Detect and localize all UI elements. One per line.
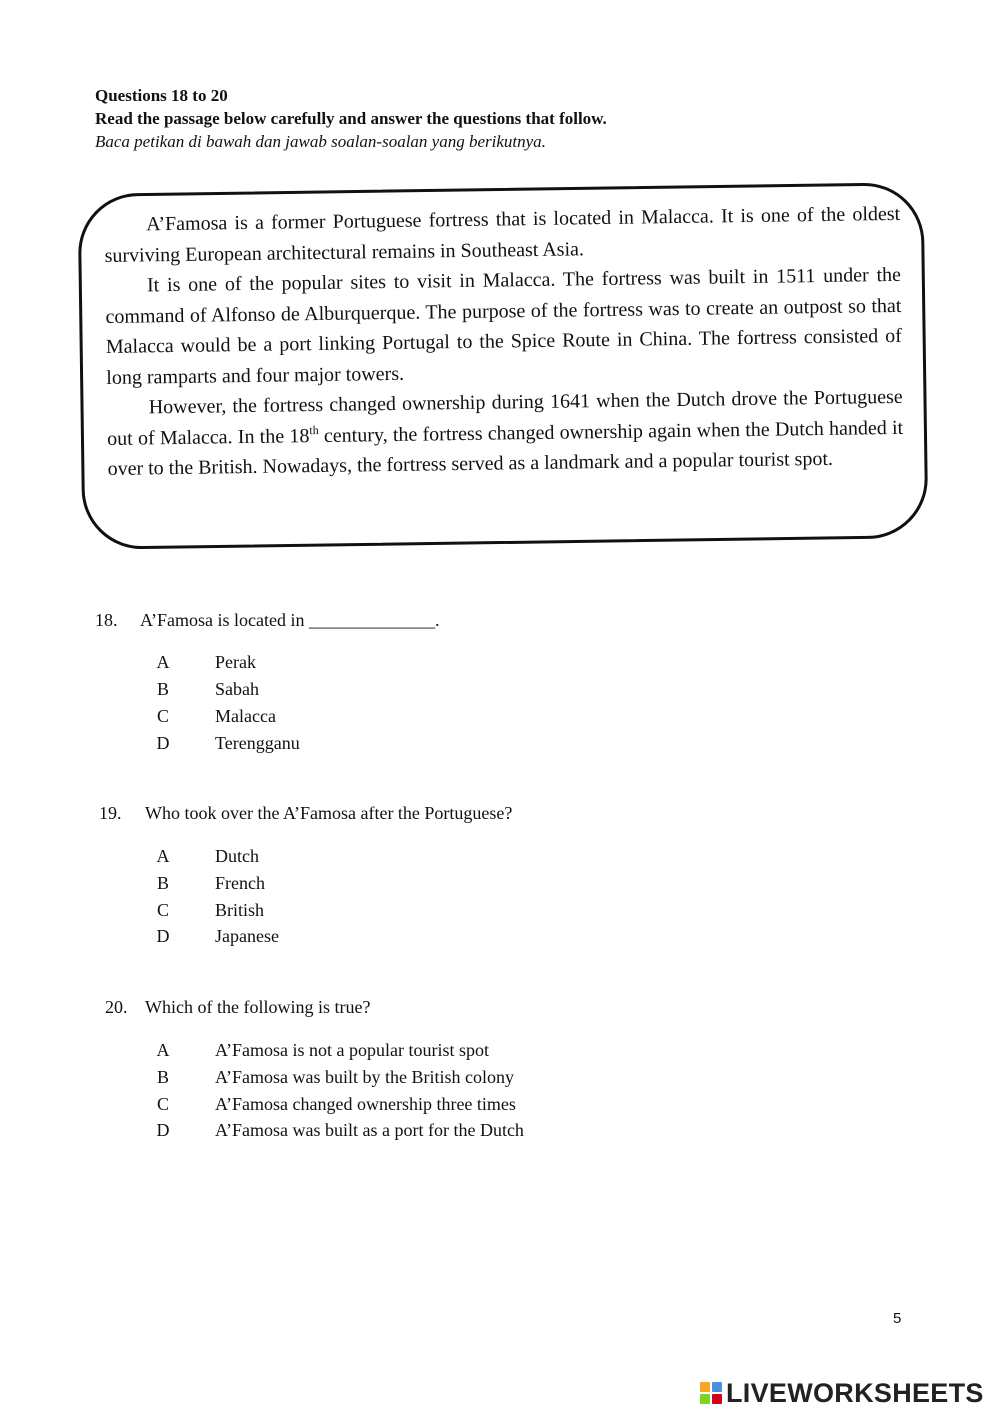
passage-text <box>104 199 904 485</box>
section-title: Questions 18 to 20 <box>95 86 228 105</box>
liveworksheets-brand <box>700 1378 984 1408</box>
logo-tile <box>700 1382 710 1392</box>
question-19 <box>99 803 512 824</box>
question-20 <box>105 997 370 1018</box>
logo-tile <box>712 1394 722 1404</box>
passage-paragraph-3: However, the fortress changed ownership during 1641 when the Dutch drove the Portuguese out of Malacca. In the 18th century, the fortress changed ownership again when the Dutch handed it over to the British. Nowadays, the fortress served as a landmark and a popular tourist spot. <box>107 385 904 480</box>
passage-paragraph-2: It is one of the popular sites to visit in Malacca. The fortress was built in 1511 under the command of Alfonso de Alburquerque. The purpose of the fortress was to create an outpost so that Malacca would be a port linking Portugal to the Spice Route in China. The fortress consisted of long ramparts and four major towers. <box>105 263 902 389</box>
brand-name: LIVEWORKSHEETS <box>726 1377 984 1408</box>
logo-tile <box>700 1394 710 1404</box>
question-number: 20. <box>105 997 128 1017</box>
instruction-english: Read the passage below carefully and answer the questions that follow. <box>95 109 607 128</box>
logo-tile <box>712 1382 722 1392</box>
passage-paragraph-1: A’Famosa is a former Portuguese fortress that is located in Malacca. It is one of the oldest surviving European architectural remains in Southeast Asia. <box>104 202 901 267</box>
liveworksheets-logo-icon <box>700 1382 722 1404</box>
question-stem: A’Famosa is located in ______________. <box>140 610 440 630</box>
question-header <box>95 84 607 153</box>
question-stem: Who took over the A’Famosa after the Portuguese? <box>145 803 513 823</box>
question-number: 19. <box>99 803 122 823</box>
question-18 <box>95 610 439 631</box>
instruction-malay: Baca petikan di bawah dan jawab soalan-soalan yang berikutnya. <box>95 132 546 151</box>
question-stem: Which of the following is true? <box>145 997 371 1017</box>
page-number: 5 <box>893 1310 902 1327</box>
question-number: 18. <box>95 610 118 630</box>
